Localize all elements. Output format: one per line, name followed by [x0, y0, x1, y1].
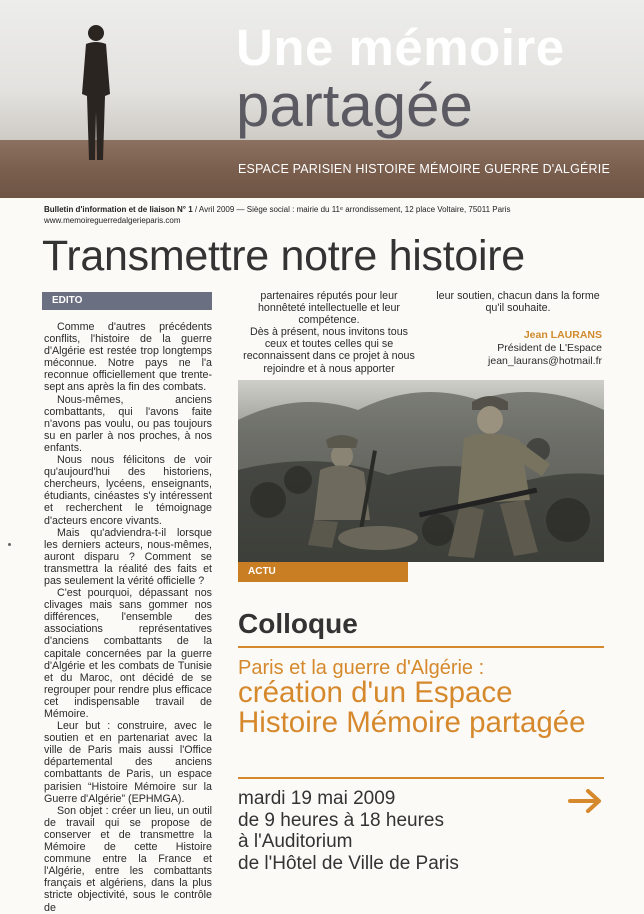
- edito-paragraph: Son objet : créer un lieu, un outil de travail qui se propose de conserver et de transmettre la Mémoire de cette Histoire commune entre la France et l'Algérie, entre les combattants français et algériens, dans la plus stricte objectivité, sous le contrôle de: [44, 804, 212, 914]
- bulletin-info: [44, 205, 510, 214]
- bulletin-details: / Avril 2009 — Siège social : mairie du 11ᵉ arrondissement, 12 place Voltaire, 75011 Paris: [192, 205, 511, 214]
- event-details: [238, 788, 459, 874]
- event-venue-line2: de l'Hôtel de Ville de Paris: [238, 852, 459, 874]
- edito-column-3: leur soutien, chacun dans la forme qu'il souhaite.: [436, 290, 600, 315]
- soldiers-photo: [238, 380, 604, 562]
- edito-paragraph: Nous-mêmes, anciens combattants, qui l'avons faite n'avons pas voulu, ou pas toujours su en parler à nos proches, à nos enfants.: [44, 393, 212, 454]
- website-link[interactable]: www.memoireguerredalgerieparis.com: [44, 216, 181, 225]
- bulletin-name: Bulletin d'information et de liaison N° 1: [44, 205, 193, 214]
- edito-paragraph: C'est pourquoi, dépassant nos clivages mais sans gommer nos différences, l'ensemble des associations représentatives d'anciens combattants de la capitale concernées par la guerre d'Algérie et les combats de Tunisie et du Maroc, ont décidé de se regrouper pour rendre plus efficace cet indispensable travail de Mémoire.: [44, 587, 212, 720]
- standing-man-silhouette: [72, 22, 120, 162]
- page-headline: Transmettre notre histoire: [42, 232, 525, 280]
- edito-paragraph: Dès à présent, nous invitons tous ceux et toutes celles qui se reconnaissent dans ce projet à nous rejoindre et à nous apporter: [243, 326, 415, 375]
- masthead-title-line1: Une mémoire: [236, 19, 565, 76]
- signature-name: Jean LAURANS: [523, 329, 602, 341]
- divider: [238, 646, 604, 648]
- masthead-banner: [0, 0, 644, 198]
- print-speck: [8, 543, 11, 546]
- divider: [238, 777, 604, 779]
- event-line1: Paris et la guerre d'Algérie :: [238, 657, 485, 679]
- signature-email[interactable]: jean_laurans@hotmail.fr: [488, 355, 602, 367]
- event-time: de 9 heures à 18 heures: [238, 809, 444, 831]
- edito-paragraph: Mais qu'adviendra-t-il lorsque les derniers acteurs, nous-mêmes, auront disparu ? Comment se transmettra la réalité des faits et pas seulement la vérité officielle ?: [44, 526, 212, 587]
- actu-label: ACTU: [238, 562, 408, 582]
- event-title: création d'un Espace Histoire Mémoire partagée: [238, 676, 586, 739]
- edito-paragraph: Comme d'autres précédents conflits, l'histoire de la guerre d'Algérie est restée trop longtemps méconnue. Notre pays ne l'a reconnue officiellement que trente-sept ans après la fin des combats.: [44, 321, 212, 394]
- edito-column-2: [238, 290, 420, 375]
- arrow-right-icon: [566, 786, 606, 816]
- edito-paragraph: Leur but : construire, avec le soutien et en partenariat avec la ville de Paris mais aussi l'Office départemental des anciens combattants de Paris, un espace parisien “Histoire Mémoire sur la Guerre d'Algérie” (EPHMGA).: [44, 720, 212, 805]
- edito-column-1: [44, 321, 212, 914]
- masthead-title-line2: partagée: [236, 72, 473, 139]
- edito-paragraph: partenaires réputés pour leur honnêteté intellectuelle et leur compétence.: [257, 290, 400, 327]
- masthead-subtitle: ESPACE PARISIEN HISTOIRE MÉMOIRE GUERRE D'ALGÉRIE: [238, 162, 610, 176]
- edito-label: EDITO: [42, 292, 212, 310]
- edito-paragraph: Nous nous félicitons de voir qu'aujourd'hui des historiens, chercheurs, lycéens, enseignants, étudiants, cinéastes s'y intéressent et recherchent le témoignage d'acteurs encore vivants.: [44, 454, 212, 527]
- event-date: mardi 19 mai 2009: [238, 788, 396, 809]
- signature-role: Président de L'Espace: [497, 342, 602, 354]
- event-venue-line1: à l'Auditorium: [238, 831, 353, 852]
- soldiers-photo-illustration: [238, 380, 604, 562]
- colloque-heading: Colloque: [238, 608, 358, 639]
- signature-block: [432, 329, 602, 368]
